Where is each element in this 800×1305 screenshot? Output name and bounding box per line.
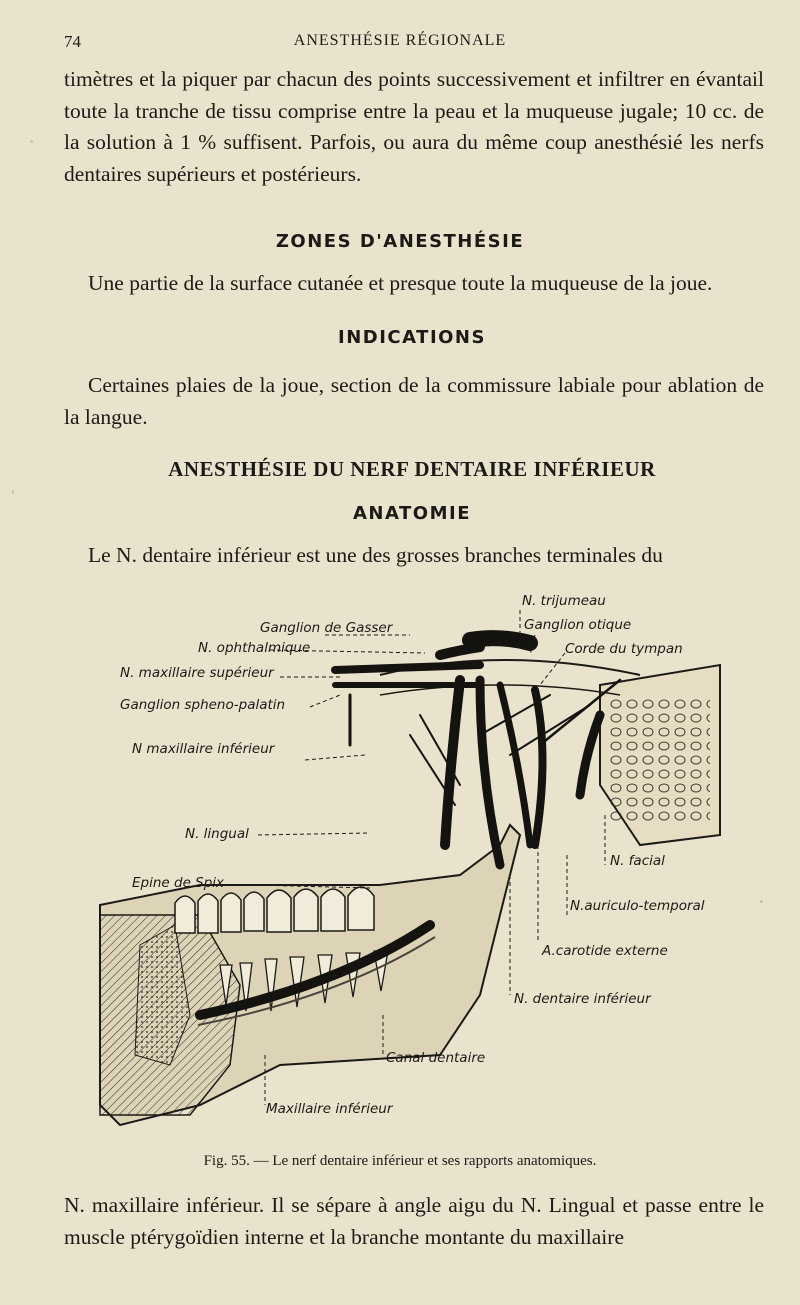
figure-caption: Fig. 55. — Le nerf dentaire inférieur et ses rapports anatomiques.: [203, 1153, 597, 1169]
paragraph-zones: Une partie de la surface cutanée et presque toute la muqueuse de la joue.: [88, 271, 713, 295]
paper-speck: [760, 900, 763, 903]
paragraph-anatomie: Le N. dentaire inférieur est une des grosses branches terminales du: [88, 543, 663, 567]
label-canal-dentaire: Canal dentaire: [386, 1050, 486, 1066]
label-ganglion-gasser: Ganglion de Gasser: [260, 620, 393, 636]
label-n-facial: N. facial: [610, 853, 665, 869]
heading-anatomie: ANATOMIE: [352, 503, 471, 524]
heading-indications: INDICATIONS: [338, 327, 486, 348]
running-title: ANESTHÉSIE RÉGIONALE: [293, 32, 507, 49]
paper-speck: [12, 490, 14, 494]
label-n-maxillaire-superieur: N. maxillaire supérieur: [120, 665, 274, 681]
label-ganglion-otique: Ganglion otique: [524, 617, 632, 633]
label-maxillaire-inferieur: Maxillaire inférieur: [266, 1101, 393, 1117]
page-header: [0, 30, 800, 54]
paragraph-1: timètres et la piquer par chacun des points successivement et infiltrer en évantail toute la tranche de tissu comprise entre la peau et la muqueuse jugale; 10 cc. de la solution à 1 % suffisent. Parfois, ou aura du même coup anesthésié les nerfs dentaires supérieurs et postérieurs.: [64, 67, 764, 186]
label-corde-tympan: Corde du tympan: [565, 641, 683, 657]
label-a-carotide-externe: A.carotide externe: [542, 943, 668, 959]
label-n-ophthalmique: N. ophthalmique: [198, 640, 311, 656]
heading-section: ANESTHÉSIE DU NERF DENTAIRE INFÉRIEUR: [168, 457, 656, 481]
anatomy-figure: [80, 585, 740, 1150]
label-n-maxillaire-inferieur: N maxillaire inférieur: [132, 741, 275, 757]
paper-speck: [30, 140, 33, 143]
label-epine-spix: Epine de Spix: [132, 875, 225, 891]
heading-zones: ZONES D'ANESTHÉSIE: [275, 231, 525, 252]
paragraph-indications: Certaines plaies de la joue, section de la commissure labiale pour ablation de la langue.: [64, 373, 764, 429]
label-n-dentaire-inferieur: N. dentaire inférieur: [514, 991, 651, 1007]
label-ganglion-spheno-palatin: Ganglion spheno-palatin: [120, 697, 286, 713]
mandible-drawing: [100, 825, 520, 1125]
label-n-auriculo-temporal: N.auriculo-temporal: [570, 898, 705, 914]
page-number: 74: [64, 32, 81, 51]
nerve-drawing: [335, 638, 620, 865]
label-n-trijumeau: N. trijumeau: [522, 593, 606, 609]
label-n-lingual: N. lingual: [185, 826, 249, 842]
paragraph-final: N. maxillaire inférieur. Il se sépare à angle aigu du N. Lingual et passe entre le muscle ptérygoïdien interne et la branche montante du maxillaire: [64, 1193, 764, 1249]
